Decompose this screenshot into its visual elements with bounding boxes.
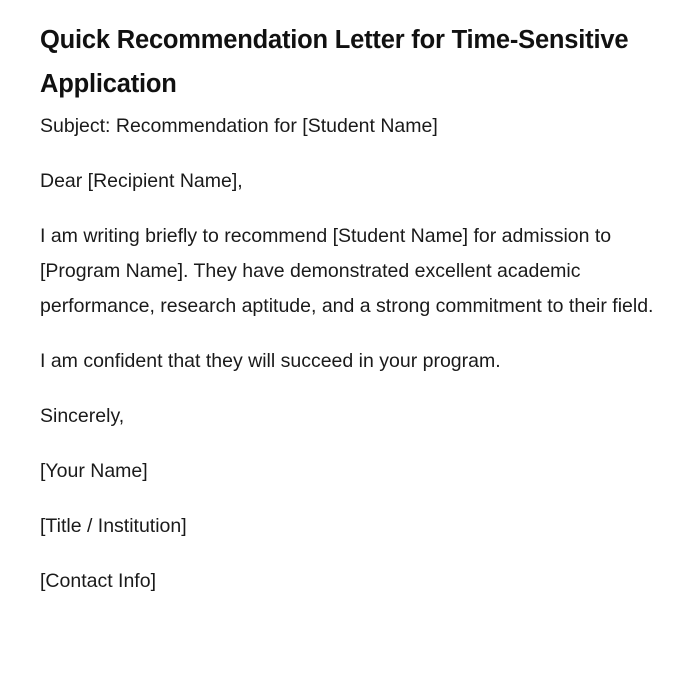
body-paragraph: I am writing briefly to recommend [Student Name] for admission to [Program Name]. They have demonstrated excellent academic performance, research aptitude, and a strong commitment to their field. [40, 225, 654, 317]
salutation: Dear [Recipient Name], [40, 170, 243, 192]
signature-title: [Title / Institution] [40, 515, 187, 537]
document-title: Quick Recommendation Letter for Time-Sensitive Application [40, 26, 629, 98]
letter-document [40, 18, 660, 619]
signature-name: [Your Name] [40, 460, 148, 482]
signature-contact: [Contact Info] [40, 570, 156, 592]
subject-line: Subject: Recommendation for [Student Name] [40, 115, 438, 137]
closing-statement: I am confident that they will succeed in your program. [40, 350, 501, 372]
sign-off: Sincerely, [40, 405, 125, 427]
